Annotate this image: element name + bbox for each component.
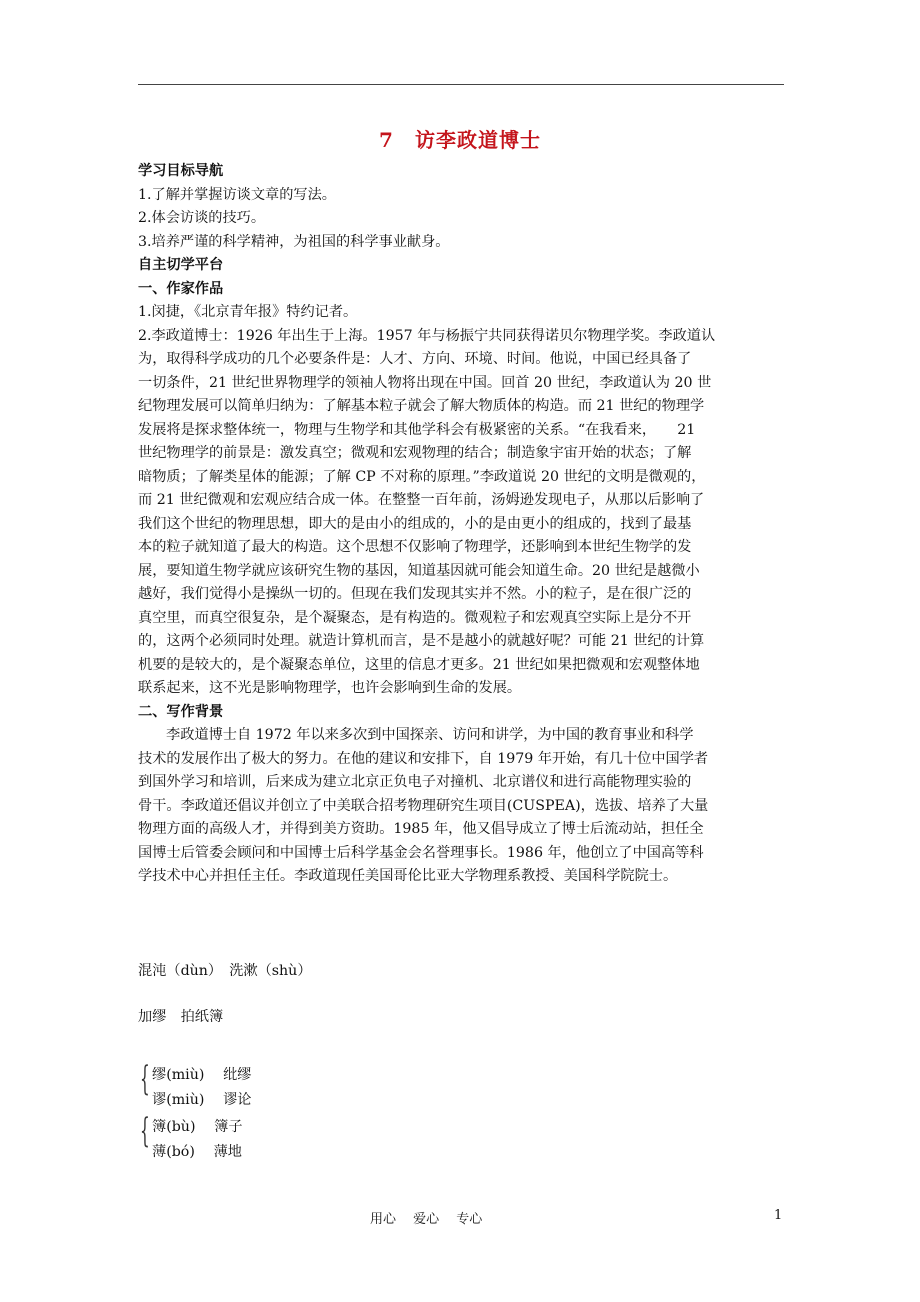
pronunciation-item: 谬(miù) 谬论 xyxy=(152,1092,252,1108)
goal-item: 3.培养严谨的科学精神，为祖国的科学事业献身。 xyxy=(138,233,450,250)
vocab-line: 混沌（dùn） 洗漱（shù） xyxy=(138,963,312,979)
author-paragraph-line: 1.闵捷，《北京青年报》特约记者。 xyxy=(138,304,358,320)
page-title: 7 访李政道博士 xyxy=(379,128,541,152)
author-paragraph-line: 而 21 世纪微观和宏观应结合成一体。在整整一百年前，汤姆逊发现电子，从那以后影响了 xyxy=(138,492,705,508)
author-paragraph-line: 本的粒子就知道了最大的构造。这个思想不仅影响了物理学，还影响到本世纪生物学的发 xyxy=(138,539,692,555)
author-paragraph-line: 展，要知道生物学就应该研究生物的基因，知道基因就可能会知道生命。20 世纪是越微小 xyxy=(138,562,700,579)
brace-icon: { xyxy=(140,1111,150,1151)
author-paragraph-line: 发展将是探求整体统一，物理与生物学和其他学科会有极紧密的关系。“在我看来， 21 xyxy=(138,421,696,438)
main-content xyxy=(138,160,788,889)
author-paragraph-line: 为，取得科学成功的几个必要条件是：人才、方向、环境、时间。他说，中国已经具备了 xyxy=(138,351,692,367)
author-paragraph-line: 机要的是较大的，是个凝聚态单位，这里的信息才更多。21 世纪如果把微观和宏观整体地 xyxy=(138,656,700,673)
header-rule xyxy=(138,84,784,85)
author-paragraph-line: 越好，我们觉得小是操纵一切的。但现在我们发现其实并不然。小的粒子，是在很广泛的 xyxy=(138,586,692,602)
background-paragraph-line: 物理方面的高级人才，并得到美方资助。1985 年，他又倡导成立了博士后流动站，担任全 xyxy=(138,821,704,837)
author-paragraph-line: 一切条件，21 世纪世界物理学的领袖人物将出现在中国。回首 20 世纪，李政道认为 20 世 xyxy=(138,374,712,391)
page-number: 1 xyxy=(774,1208,783,1223)
author-paragraph-line: 暗物质；了解类星体的能源；了解 CP 不对称的原理。”李政道说 20 世纪的文明是微观的， xyxy=(138,468,706,485)
background-paragraph-line: 到国外学习和培训，后来成为建立北京正负电子对撞机、北京谱仪和进行高能物理实验的 xyxy=(138,774,692,790)
background-paragraph-line: 国博士后管委会顾问和中国博士后科学基金会名誉理事长。1986 年，他创立了中国高等科 xyxy=(138,844,704,861)
pronunciation-item: 薄(bó) 薄地 xyxy=(152,1144,242,1160)
pronunciation-item: 簿(bù) 簿子 xyxy=(152,1119,243,1135)
section-heading-author: 一、作家作品 xyxy=(138,280,224,297)
background-paragraph-line: 骨干。李政道还倡议并创立了中美联合招考物理研究生项目(CUSPEA)，选拔、培养了大量 xyxy=(138,797,709,814)
background-paragraph-line: 学技术中心并担任主任。李政道现任美国哥伦比亚大学物理系教授、美国科学院院士。 xyxy=(138,868,678,884)
author-paragraph-line: 真空里，而真空很复杂，是个凝聚态，是有构造的。微观粒子和宏观真空实际上是分不开 xyxy=(138,609,692,626)
section-heading-goals: 学习目标导航 xyxy=(138,163,224,179)
author-paragraph-line: 世纪物理学的前景是：激发真空；微观和宏观物理的结合；制造象宇宙开始的状态；了解 xyxy=(138,445,692,461)
pronunciation-item: 缪(miù) 纰缪 xyxy=(152,1067,252,1083)
author-paragraph-line: 我们这个世纪的物理思想，即大的是由小的组成的，小的是由更小的组成的，找到了最基 xyxy=(138,515,692,532)
footer-motto: 用心 爱心 专心 xyxy=(370,1212,483,1227)
background-paragraph-line: 技术的发展作出了极大的努力。在他的建议和安排下，自 1979 年开始，有几十位中国学者 xyxy=(138,750,709,767)
section-heading-background: 二、写作背景 xyxy=(138,703,224,720)
goal-item: 1.了解并掌握访谈文章的写法。 xyxy=(138,186,336,203)
author-paragraph-line: 纪物理发展可以简单归纳为：了解基本粒子就会了解大物质体的构造。而 21 世纪的物理学 xyxy=(138,398,705,414)
goal-item: 2.体会访谈的技巧。 xyxy=(138,210,266,226)
background-paragraph-line: 李政道博士自 1972 年以来多次到中国探亲、访问和讲学，为中国的教育事业和科学 xyxy=(166,727,694,743)
section-heading-self-study: 自主切学平台 xyxy=(138,257,224,273)
author-paragraph-line: 2.李政道博士：1926 年出生于上海。1957 年与杨振宁共同获得诺贝尔物理学奖。李政道认 xyxy=(138,327,716,344)
author-paragraph-line: 联系起来，这不光是影响物理学，也许会影响到生命的发展。 xyxy=(138,680,522,696)
author-paragraph-line: 的，这两个必须同时处理。就造计算机而言，是不是越小的就越好呢？可能 21 世纪的计算 xyxy=(138,633,705,649)
vocab-line: 加缪 拍纸簿 xyxy=(138,1009,224,1025)
brace-icon: { xyxy=(140,1059,150,1099)
